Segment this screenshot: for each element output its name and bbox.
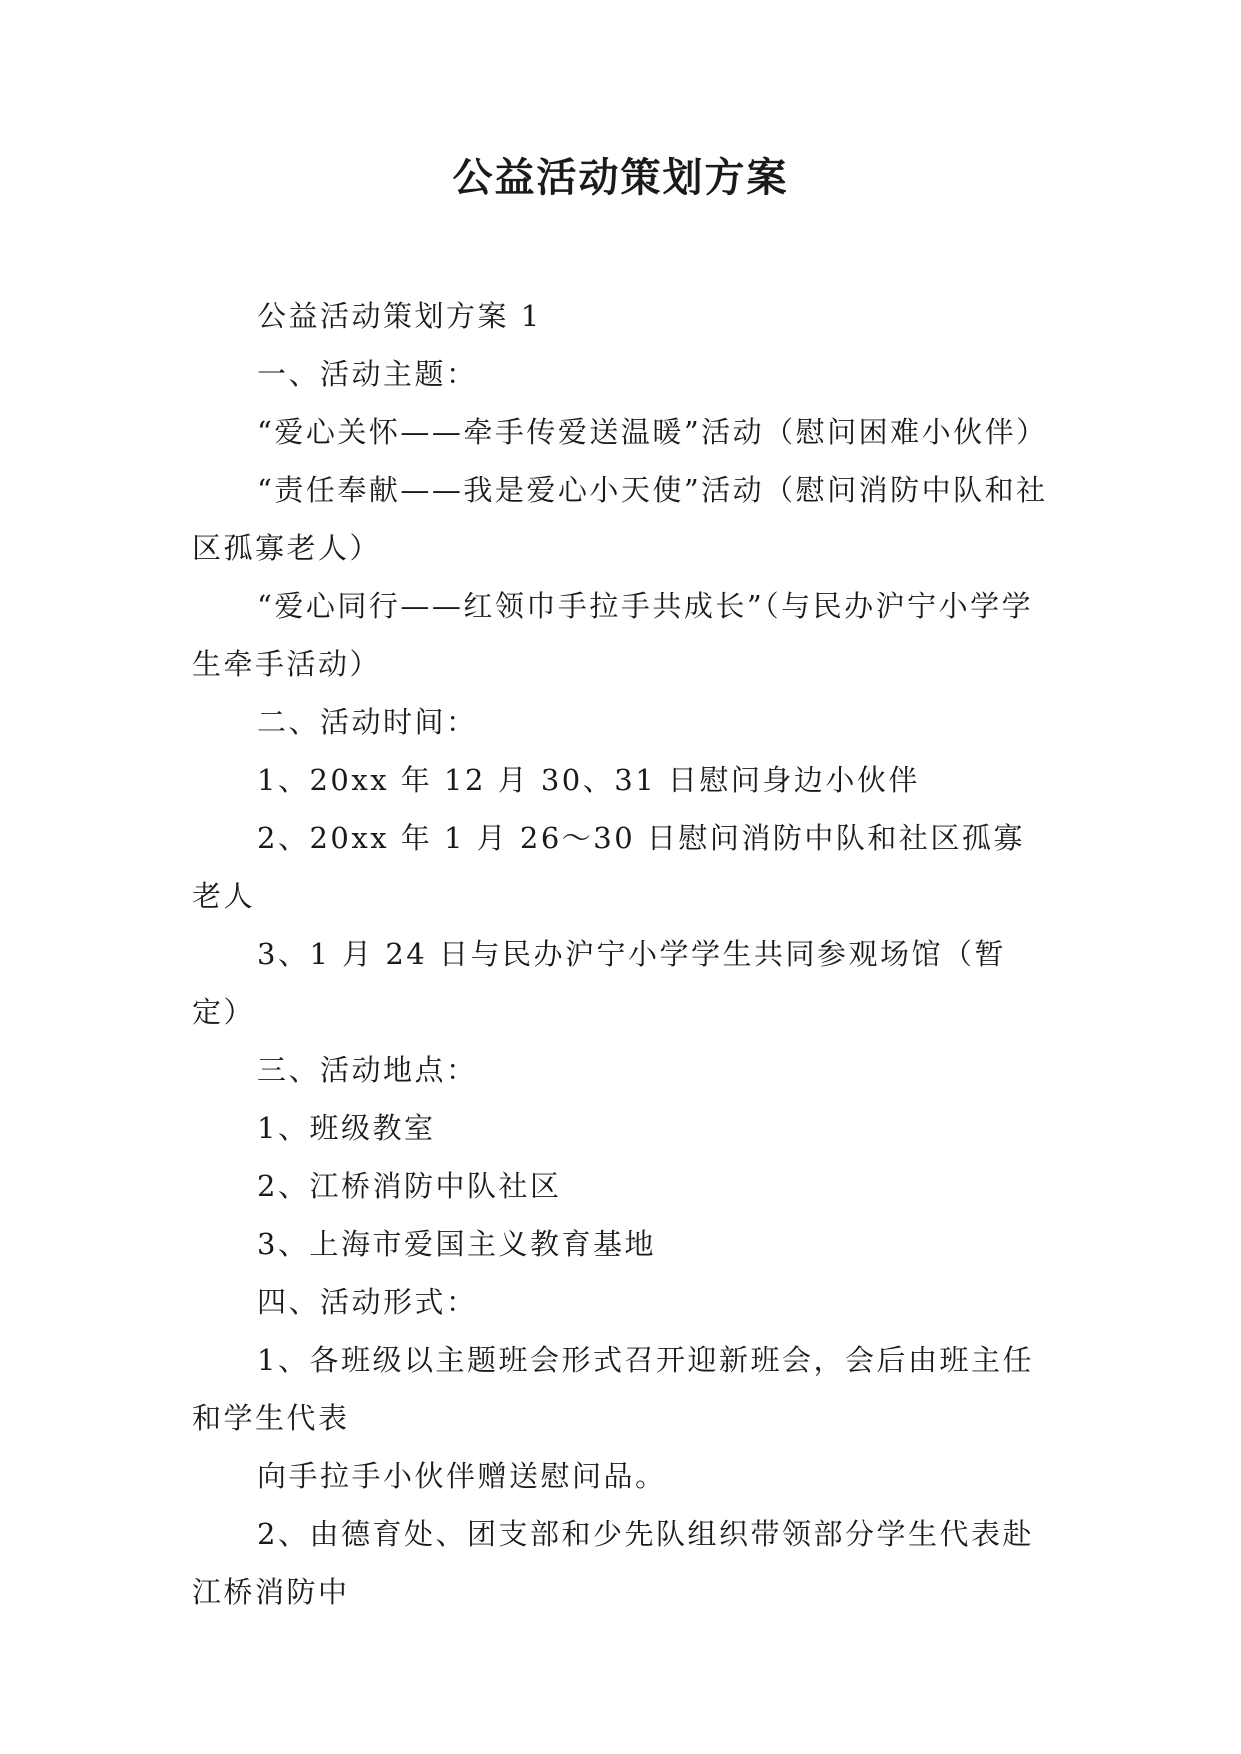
paragraph-format-1-cont: 向手拉手小伙伴赠送慰问品。 (257, 1459, 667, 1493)
document-title: 公益活动策划方案 (452, 154, 789, 201)
paragraph-time-1: 1、20xx 年 12 月 30、31 日慰问身边小伙伴 (257, 763, 920, 797)
section-heading-theme: 一、活动主题： (257, 357, 478, 391)
paragraph-time-2: 2、20xx 年 1 月 26～30 日慰问消防中队和社区孤寡老人 (192, 821, 1025, 913)
document-body (192, 287, 1052, 1621)
paragraph-time-3: 3、1 月 24 日与民办沪宁小学学生共同参观场馆（暂定） (192, 937, 1006, 1029)
paragraph-location-3: 3、上海市爱国主义教育基地 (257, 1227, 656, 1261)
paragraph-format-2: 2、由德育处、团支部和少先队组织带领部分学生代表赴江桥消防中 (192, 1517, 1034, 1609)
paragraph-theme-2: “责任奉献——我是爱心小天使”活动（慰问消防中队和社区孤寡老人） (192, 473, 1048, 565)
paragraph-format-1: 1、各班级以主题班会形式召开迎新班会，会后由班主任和学生代表 (192, 1343, 1034, 1435)
section-heading-time: 二、活动时间： (257, 705, 478, 739)
section-heading-location: 三、活动地点： (257, 1053, 478, 1087)
paragraph-location-1: 1、班级教室 (257, 1111, 436, 1145)
paragraph-location-2: 2、江桥消防中队社区 (257, 1169, 562, 1203)
paragraph-theme-3: “爱心同行——红领巾手拉手共成长”（与民办沪宁小学学生牵手活动） (192, 589, 1034, 681)
paragraph-theme-1: “爱心关怀——牵手传爱送温暖”活动（慰问困难小伙伴） (257, 415, 1048, 449)
paragraph-subtitle: 公益活动策划方案 1 (257, 299, 542, 333)
section-heading-format: 四、活动形式： (257, 1285, 478, 1319)
